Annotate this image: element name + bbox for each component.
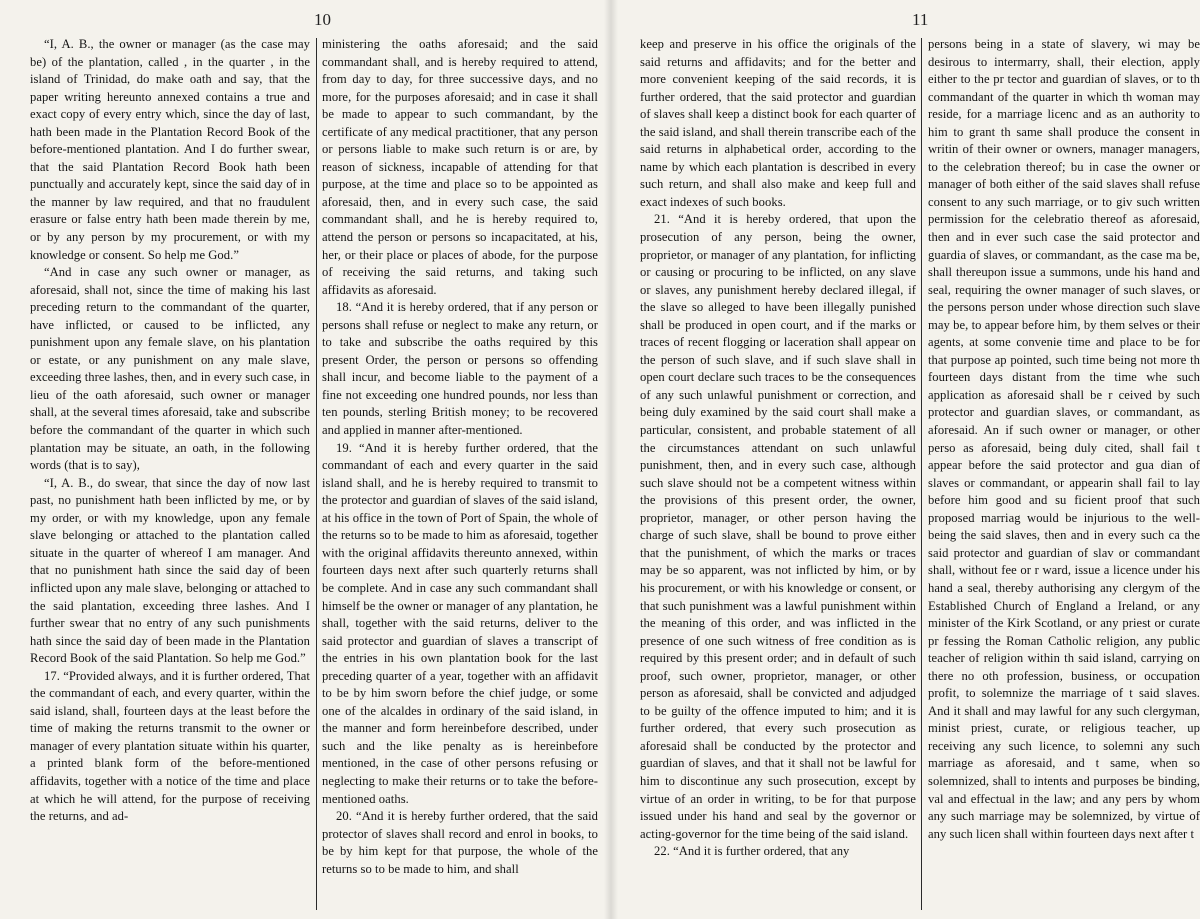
- left-page-column-2: [322, 36, 598, 914]
- paragraph: ministering the oaths aforesaid; and the said commandant shall, and is hereby required to attend, from day to day, for three successive days, and no more, for the purposes aforesaid; and in case it shall be made to appear to such commandant, by the certificate of any medical practitioner, that any person or persons liable to make such return is or are, by reason of sickness, incapable of attending for that purpose, at the time and place so to be appointed as aforesaid, then, and in every such case, the said commandant shall, and he is hereby required to, attend the person or persons so incapacitated, at his, her, or their place or places of abode, for the purpose of receiving the said returns, and taking such affidavits as aforesaid.: [322, 37, 598, 297]
- page-number-left: 10: [314, 10, 331, 29]
- paragraph: 21. “And it is hereby ordered, that upon the prosecution of any person, being the owner, proprietor, or manager of any plantation, for inflicting or causing or procuring to be inflicted, on any slave or slaves, any punishment hereby declared illegal, if the slave so alleged to have been illegally punished shall be produced in open court, and if the marks or traces of recent flogging or laceration shall appear on the person of such slave, and if such slave shall in open court declare such traces to be the consequences of any such unlawful punishment or correction, and being duly examined by the said court shall make a particular, consistent, and probable statement of all the circumstances attendant on such unlawful punishment, then, and in every such case, although such slave should not be a competent witness within the provisions of this present order, the owner, proprietor, manager, or other person having the charge of such slave, shall be bound to prove either that the punishment, of which the marks or traces may be so apparent, was not inflicted by him, or by his procurement, or with his knowledge or consent, or that such punishment was a lawful punishment within the meaning of this order, and was inflicted in the presence of one such witness of free condition as is required by this present order; and in default of such proof, such owner, proprietor, manager, or other person as aforesaid, shall be convicted and adjudged to be guilty of the offence imputed to him; and it is further ordered, that every such prosecution as aforesaid shall be conducted by the protector and guardian of slaves, and that it shall not be lawful for him to discontinue any such prosecution, except by virtue of an order in writing, to be for that purpose issued under his hand and seal by the governor or acting-governor for the time being of the said island.: [640, 212, 916, 841]
- paragraph: 20. “And it is hereby further ordered, that the said protector of slaves shall record and enrol in books, to be by him kept for that purpose, the whole of the returns so to be made to him, and shall: [322, 809, 598, 876]
- book-gutter: [604, 0, 618, 919]
- column-rule: [921, 38, 922, 910]
- paragraph: 22. “And it is further ordered, that any: [654, 844, 850, 859]
- left-page-column-1: [30, 36, 310, 914]
- right-page-column-1: [640, 36, 916, 914]
- paragraph: keep and preserve in his office the originals of the said returns and affidavits; and for the better and more convenient keeping of the said records, it is further ordered, that the said protector and guardian of slaves shall keep a distinct book for each quarter of the said island, and shall therein transcribe each of the said returns in alphabetical order, according to the name by which each plantation is described in every such return, and shall also make and keep full and exact indexes of such books.: [640, 37, 916, 209]
- column-rule: [316, 38, 317, 910]
- right-page-column-2: [928, 36, 1200, 914]
- page-number-right: 11: [912, 10, 929, 29]
- paragraph: 18. “And it is hereby ordered, that if any person or persons shall refuse or neglect to make any return, or to take and subscribe the oaths required by this present Order, the person or persons so offending shall incur, and become liable to the payment of a fine not exceeding one hundred pounds, nor less than ten pounds, sterling British money; to be recovered and applied in manner after-mentioned.: [322, 300, 598, 438]
- paragraph: 19. “And it is hereby further ordered, that the commandant of each and every quarter in the said island shall, and he is hereby required to transmit to the protector and guardian of slaves of the said island, at his office in the town of Port of Spain, the whole of the returns so to be made to him as aforesaid, together with the original affidavits thereunto annexed, within fourteen days next after such quarterly returns shall be complete. And in case any such commandant shall himself be the owner or manager of any plantation, he shall, together with the said returns, deliver to the said protector and guardian of slaves a transcript of the entries in his own plantation book for the last preceding quarter of a year, together with an affidavit to be by him sworn before the chief judge, or some one of the alcaldes in ordinary of the said island, in the manner and form hereinbefore described, under such and the like penalty as is hereinbefore mentioned, in the case of other persons refusing or neglecting to make their returns or to take the before-mentioned oaths.: [322, 440, 598, 806]
- paragraph: 17. “Provided always, and it is further ordered, That the commandant of each, and every quarter, within the said island, shall, fourteen days at the least before the time of making the returns transmit to the owner or manager of every plantation situate within his quarter, a printed blank form of the before-mentioned affidavits, together with a notice of the time and place at which he will attend, for the purpose of receiving the returns, and ad-: [30, 668, 310, 824]
- paragraph: “And in case any such owner or manager, as aforesaid, shall not, since the time of making his last preceding return to the commandant of the quarter, have inflicted, or caused to be inflicted, any punishment upon any female slave, on his plantation or estate, or any punishment on any male slave, exceeding three lashes, then, and in every such case, in lieu of the oath aforesaid, such owner or manager shall, at the several times aforesaid, take and subscribe before the commandant of the quarter in which such plantation may be situate, an oath, in the following words (that is to say),: [30, 265, 310, 473]
- paragraph: “I, A. B., do swear, that since the day of now last past, no punishment hath been inflicted by me, or by my order, or with my knowledge, upon any female slave belonging or attached to the plantation called situate in the quarter of whereof I am manager. And that no punishment hath since the said day of been inflicted upon any male slave, belonging or attached to the said plantation, exceeding three lashes. And I further swear that no entry of any such punishments hath since the said day of been made in the Plantation Record Book of the said Plantation. So help me God.”: [30, 475, 310, 666]
- paragraph: “I, A. B., the owner or manager (as the case may be) of the plantation, called , in the quarter , in the island of Trinidad, do make oath and say, that the paper writing hereunto annexed contains a true and exact copy of every entry which, since the day of last, hath been made in the Plantation Record Book of the before-mentioned plantation. And I do further swear, that the said Plantation Record Book hath been punctually and accurately kept, since the said day of in the manner by law required, and that no fraudulent erasure or false entry hath been made therein by me, or by any person by my procurement, or with my knowledge or consent. So help me God.”: [30, 37, 310, 262]
- paragraph: persons being in a state of slavery, wi may be desirous to intermarry, shall, their election, apply either to the pr tector and guardian of slaves, or to th commandant of the quarter in which th woman may reside, for a marriage licenc and as an authority to him to grant th same shall produce the consent in writin of their owner or owners, manager managers, to the celebration thereof; bu in case the owner or manager of both either of the said slaves shall refuse consent to any such marriage, or to giv such written permission for the celebratio thereof as aforesaid, then and in ever such case the said protector and guardia of slaves, or commandant, as the case ma be, shall thereupon issue a summons, unde his hand and seal, requiring the owner manager of such slaves, or the persons person under whose direction such slave may be, to appear before him, by them selves or their agents, at some convenie time and place to be for that purpose ap pointed, such time being not more th fourteen days distant from the time whe such application as aforesaid shall be r ceived by such protector and guardian slaves, or commandant, as aforesaid. An if such owner or manager, or other perso as aforesaid, being duly cited, shall fail t appear before the said protector and gua dian of slaves or commandant, or appearin shall fail to lay before him good and su ficient proof that such proposed marriag would be injurious to the well-being the said slaves, then and in every such ca the said protector and guardian of slav or commandant shall, without fee or r ward, issue a licence under his hand a seal, thereby authorising any clergym of the Established Church of England a Ireland, or any minister of the Kirk Scotland, or any priest or curate pr fessing the Roman Catholic religion, any public teacher of religion within th said island, carrying on there no oth profession, business, or occupation profit, to solemnize the marriage of t said slaves. And it shall and may lawful for any such clergyman, minist priest, curate, or religious teacher, up receiving any such licence, to solemni any such marriage as aforesaid, and t same, when so solemnized, shall to intents and purposes be binding, val and effectual in the law; and any pers by whom any such marriage may be solemnized, by virtue of any such licen shall within fourteen days next after t: [928, 37, 1200, 841]
